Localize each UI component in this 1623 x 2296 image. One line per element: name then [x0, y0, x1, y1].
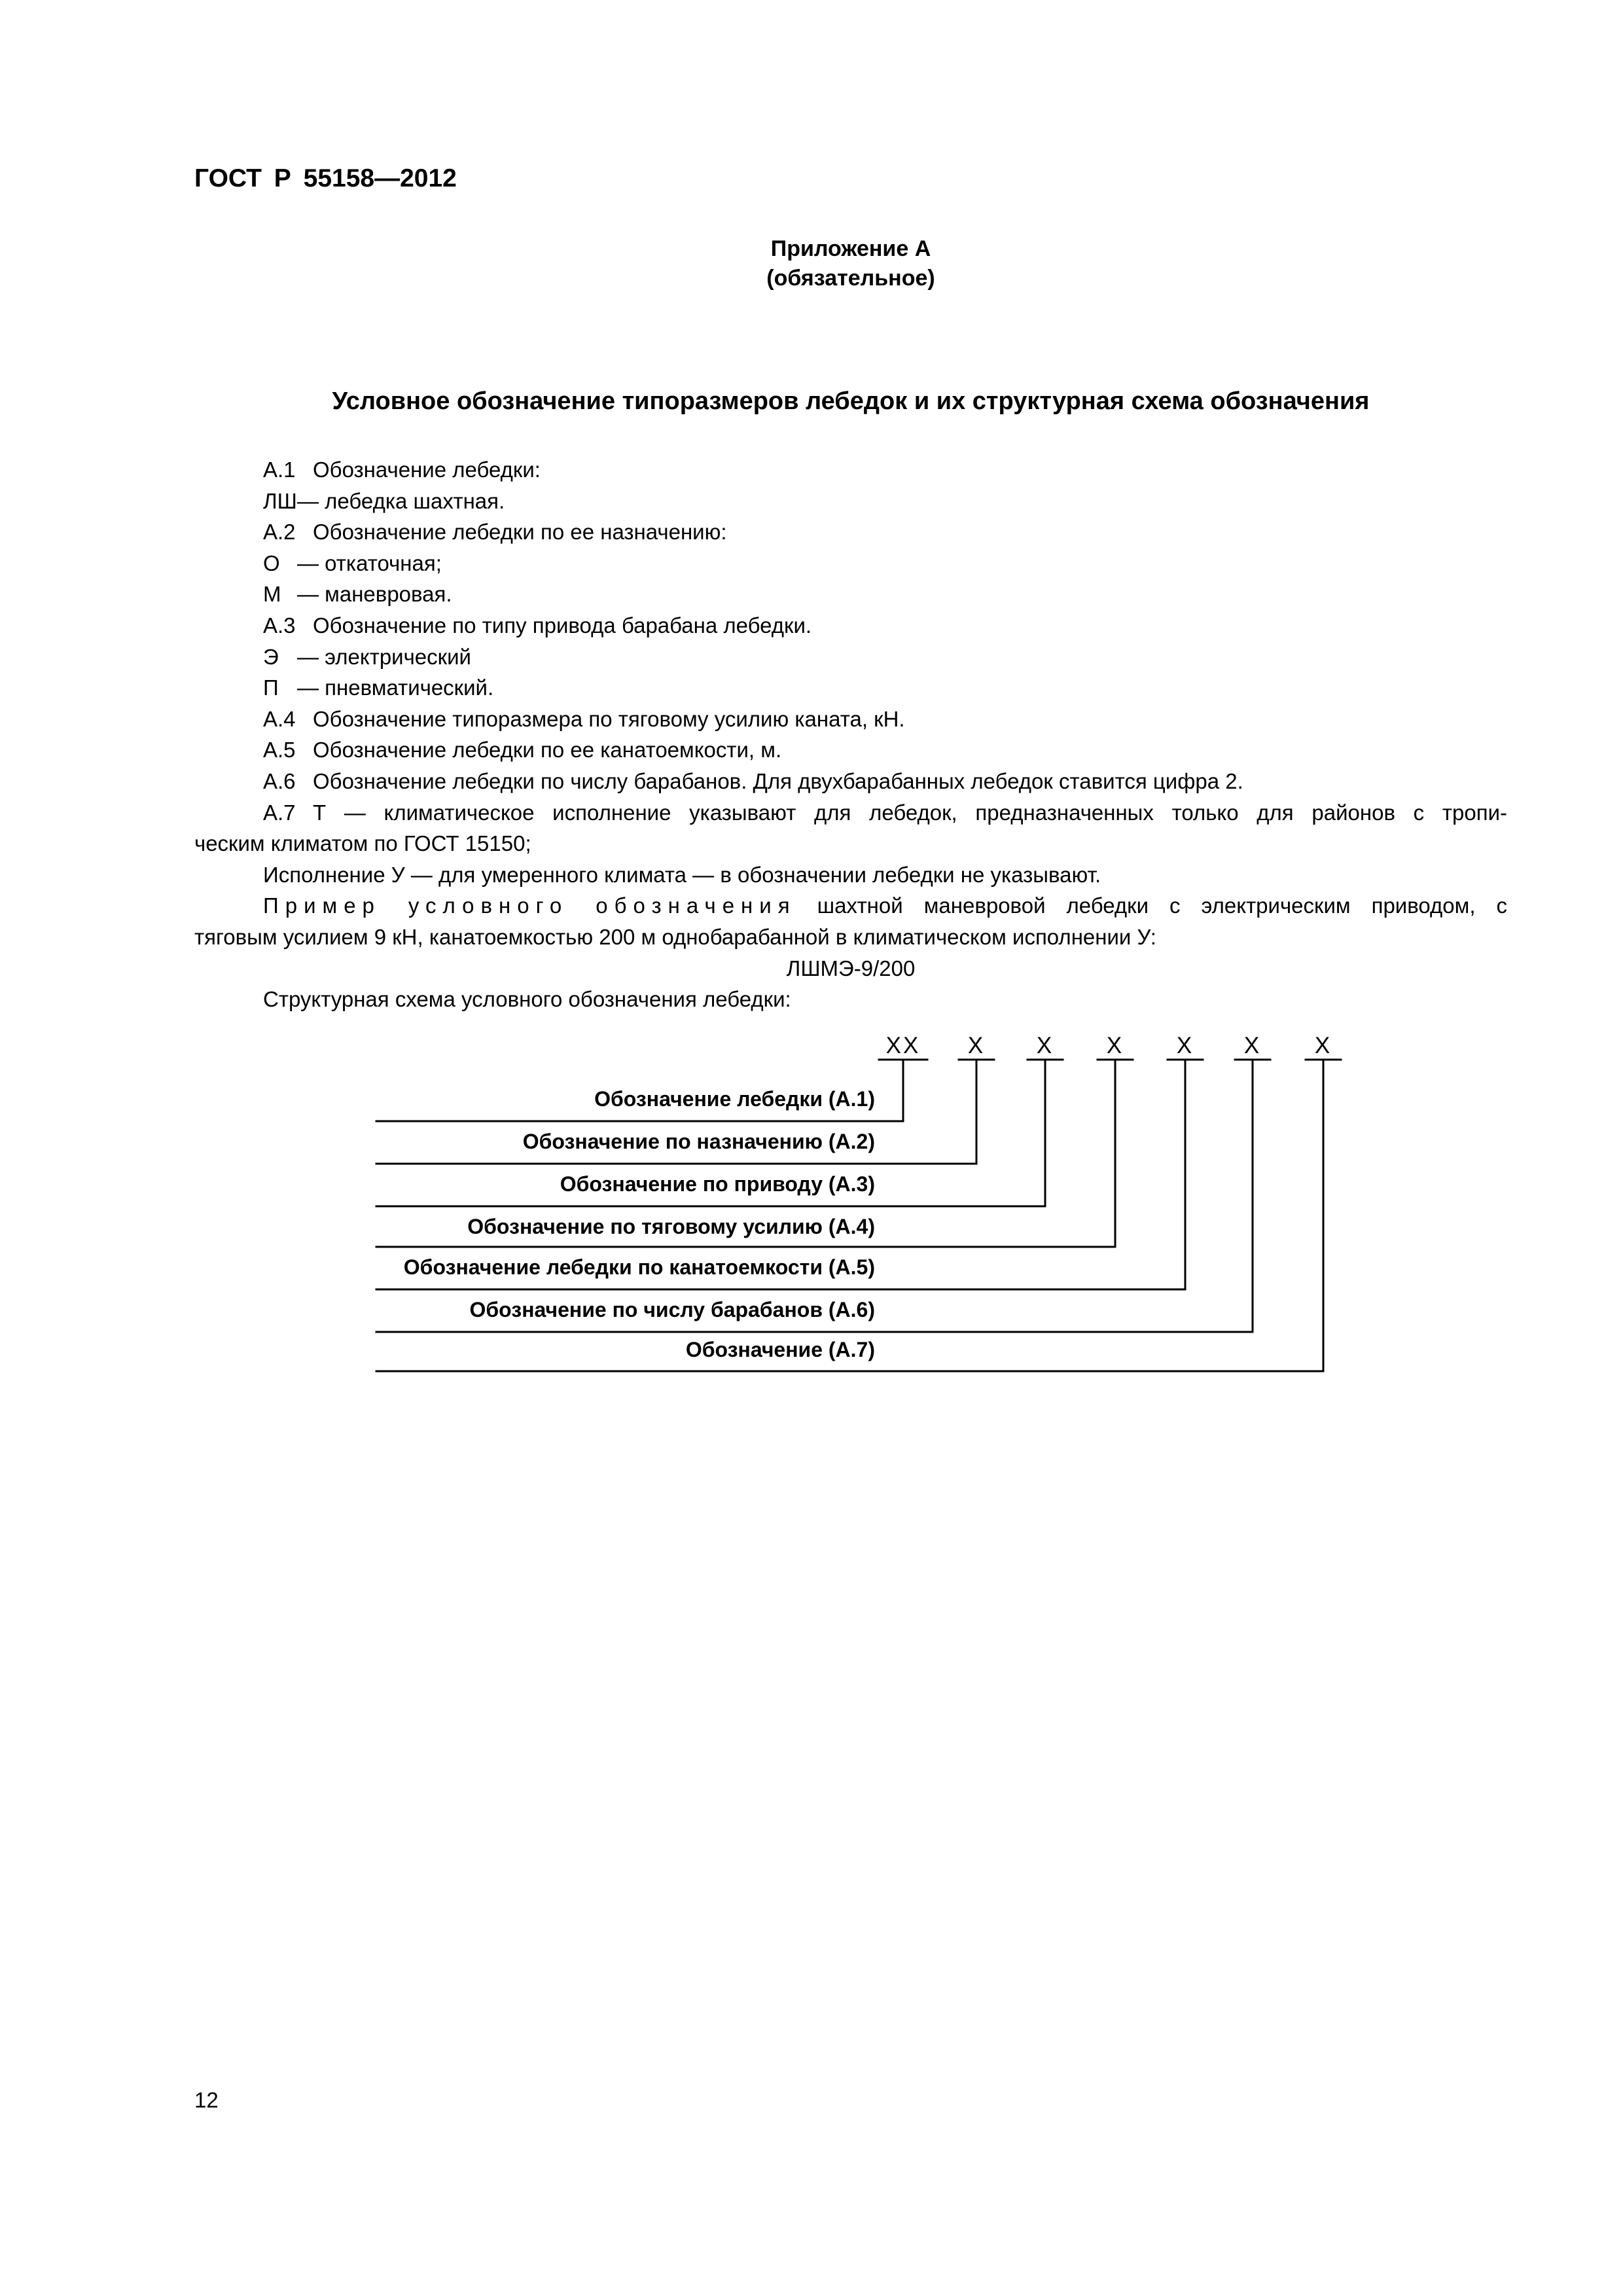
item-a1 — [194, 454, 1507, 486]
item-a6 — [194, 766, 1507, 797]
label-a3: Обозначение по приводу (А.3) — [560, 1172, 875, 1196]
code-abbreviation: Э — [263, 644, 279, 669]
designation-markers — [886, 1033, 1332, 1058]
marker-a7: Х — [1314, 1033, 1332, 1058]
example-designation — [194, 953, 1507, 984]
label-a6: Обозначение по числу барабанов (А.6) — [469, 1298, 875, 1321]
note-text: Исполнение У — для умеренного климата — в обозначении лебедки не указывают. — [263, 862, 1101, 887]
scheme-intro — [194, 984, 1507, 1015]
item-number: А.4 — [263, 706, 296, 731]
item-number: А.2 — [263, 520, 296, 545]
marker-a5: Х — [1176, 1033, 1194, 1058]
marker-a1: ХХ — [885, 1033, 921, 1058]
item-a4 — [194, 704, 1507, 735]
scheme-intro-text: Структурная схема условного обозначения лебедки: — [263, 987, 791, 1012]
code-line — [194, 672, 1507, 704]
appendix-title: Условное обозначение типоразмеров лебедок и их структурная схема обозначения — [332, 387, 1370, 415]
structure-diagram — [0, 1021, 1623, 1394]
item-text: Обозначение по типу привода барабана лебедки. — [313, 613, 812, 637]
item-text: Т — климатическое исполнение указывают для лебедок, предназначенных только для районов с тропи- — [313, 800, 1507, 825]
code-description: — пневматический. — [297, 675, 494, 700]
item-number: А.3 — [263, 613, 296, 637]
code-line — [194, 579, 1507, 610]
example-lead: Пример условного обозначения — [263, 893, 796, 918]
code-abbreviation: М — [263, 582, 281, 607]
code-description: — откаточная; — [297, 550, 442, 575]
item-text: ческим климатом по ГОСТ 15150; — [194, 831, 531, 856]
example-line-2 — [194, 922, 1507, 953]
marker-a2: Х — [967, 1033, 986, 1058]
item-a7-line-1 — [194, 797, 1507, 829]
appendix-label: Приложение А — [770, 236, 931, 261]
climate-note — [194, 859, 1507, 891]
item-text: Обозначение лебедки по числу барабанов. Для двухбарабанных лебедок ставится цифра 2. — [313, 768, 1243, 793]
item-a7-line-2 — [194, 828, 1507, 859]
example-text: шахтной маневровой лебедки с электрическим приводом, с — [817, 893, 1507, 918]
item-a3 — [194, 610, 1507, 641]
code-abbreviation: П — [263, 675, 279, 700]
item-text: Обозначение лебедки по ее канатоемкости, м. — [313, 738, 782, 762]
code-description: — электрический — [297, 644, 471, 669]
item-a2 — [194, 516, 1507, 548]
label-a5: Обозначение лебедки по канатоемкости (А.5) — [403, 1255, 875, 1279]
appendix-status: (обязательное) — [766, 266, 935, 291]
marker-a6: Х — [1243, 1033, 1262, 1058]
code-line — [194, 486, 1507, 517]
code-line — [194, 548, 1507, 579]
label-a4: Обозначение по тяговому усилию (А.4) — [467, 1215, 875, 1238]
marker-a3: Х — [1036, 1033, 1054, 1058]
code-abbreviation: О — [263, 550, 280, 575]
code-abbreviation: ЛШ — [263, 488, 297, 513]
item-number: А.6 — [263, 768, 296, 793]
item-number: А.1 — [263, 457, 296, 482]
code-line — [194, 641, 1507, 673]
item-number: А.5 — [263, 738, 296, 762]
code-description: — маневровая. — [297, 582, 452, 607]
item-text: Обозначение лебедки по ее назначению: — [313, 520, 727, 545]
page-number: 12 — [194, 2088, 219, 2112]
designation-code: ЛШМЭ-9/200 — [786, 956, 916, 980]
example-line-1 — [194, 890, 1507, 922]
code-description: — лебедка шахтная. — [297, 488, 505, 513]
label-a1: Обозначение лебедки (А.1) — [594, 1087, 875, 1111]
item-text: Обозначение лебедки: — [313, 457, 541, 482]
item-a5 — [194, 734, 1507, 766]
item-text: Обозначение типоразмера по тяговому усилию каната, кН. — [313, 706, 905, 731]
item-number: А.7 — [263, 800, 296, 825]
diagram-labels — [404, 1087, 875, 1361]
appendix-body — [194, 454, 1507, 1015]
label-a7: Обозначение (А.7) — [685, 1338, 875, 1361]
standard-code-header: ГОСТ Р 55158—2012 — [194, 164, 457, 192]
label-a2: Обозначение по назначению (А.2) — [522, 1130, 875, 1153]
example-text: тяговым усилием 9 кН, канатоемкостью 200 м однобарабанной в климатическом исполнении У: — [194, 924, 1156, 949]
marker-a4: Х — [1106, 1033, 1124, 1058]
